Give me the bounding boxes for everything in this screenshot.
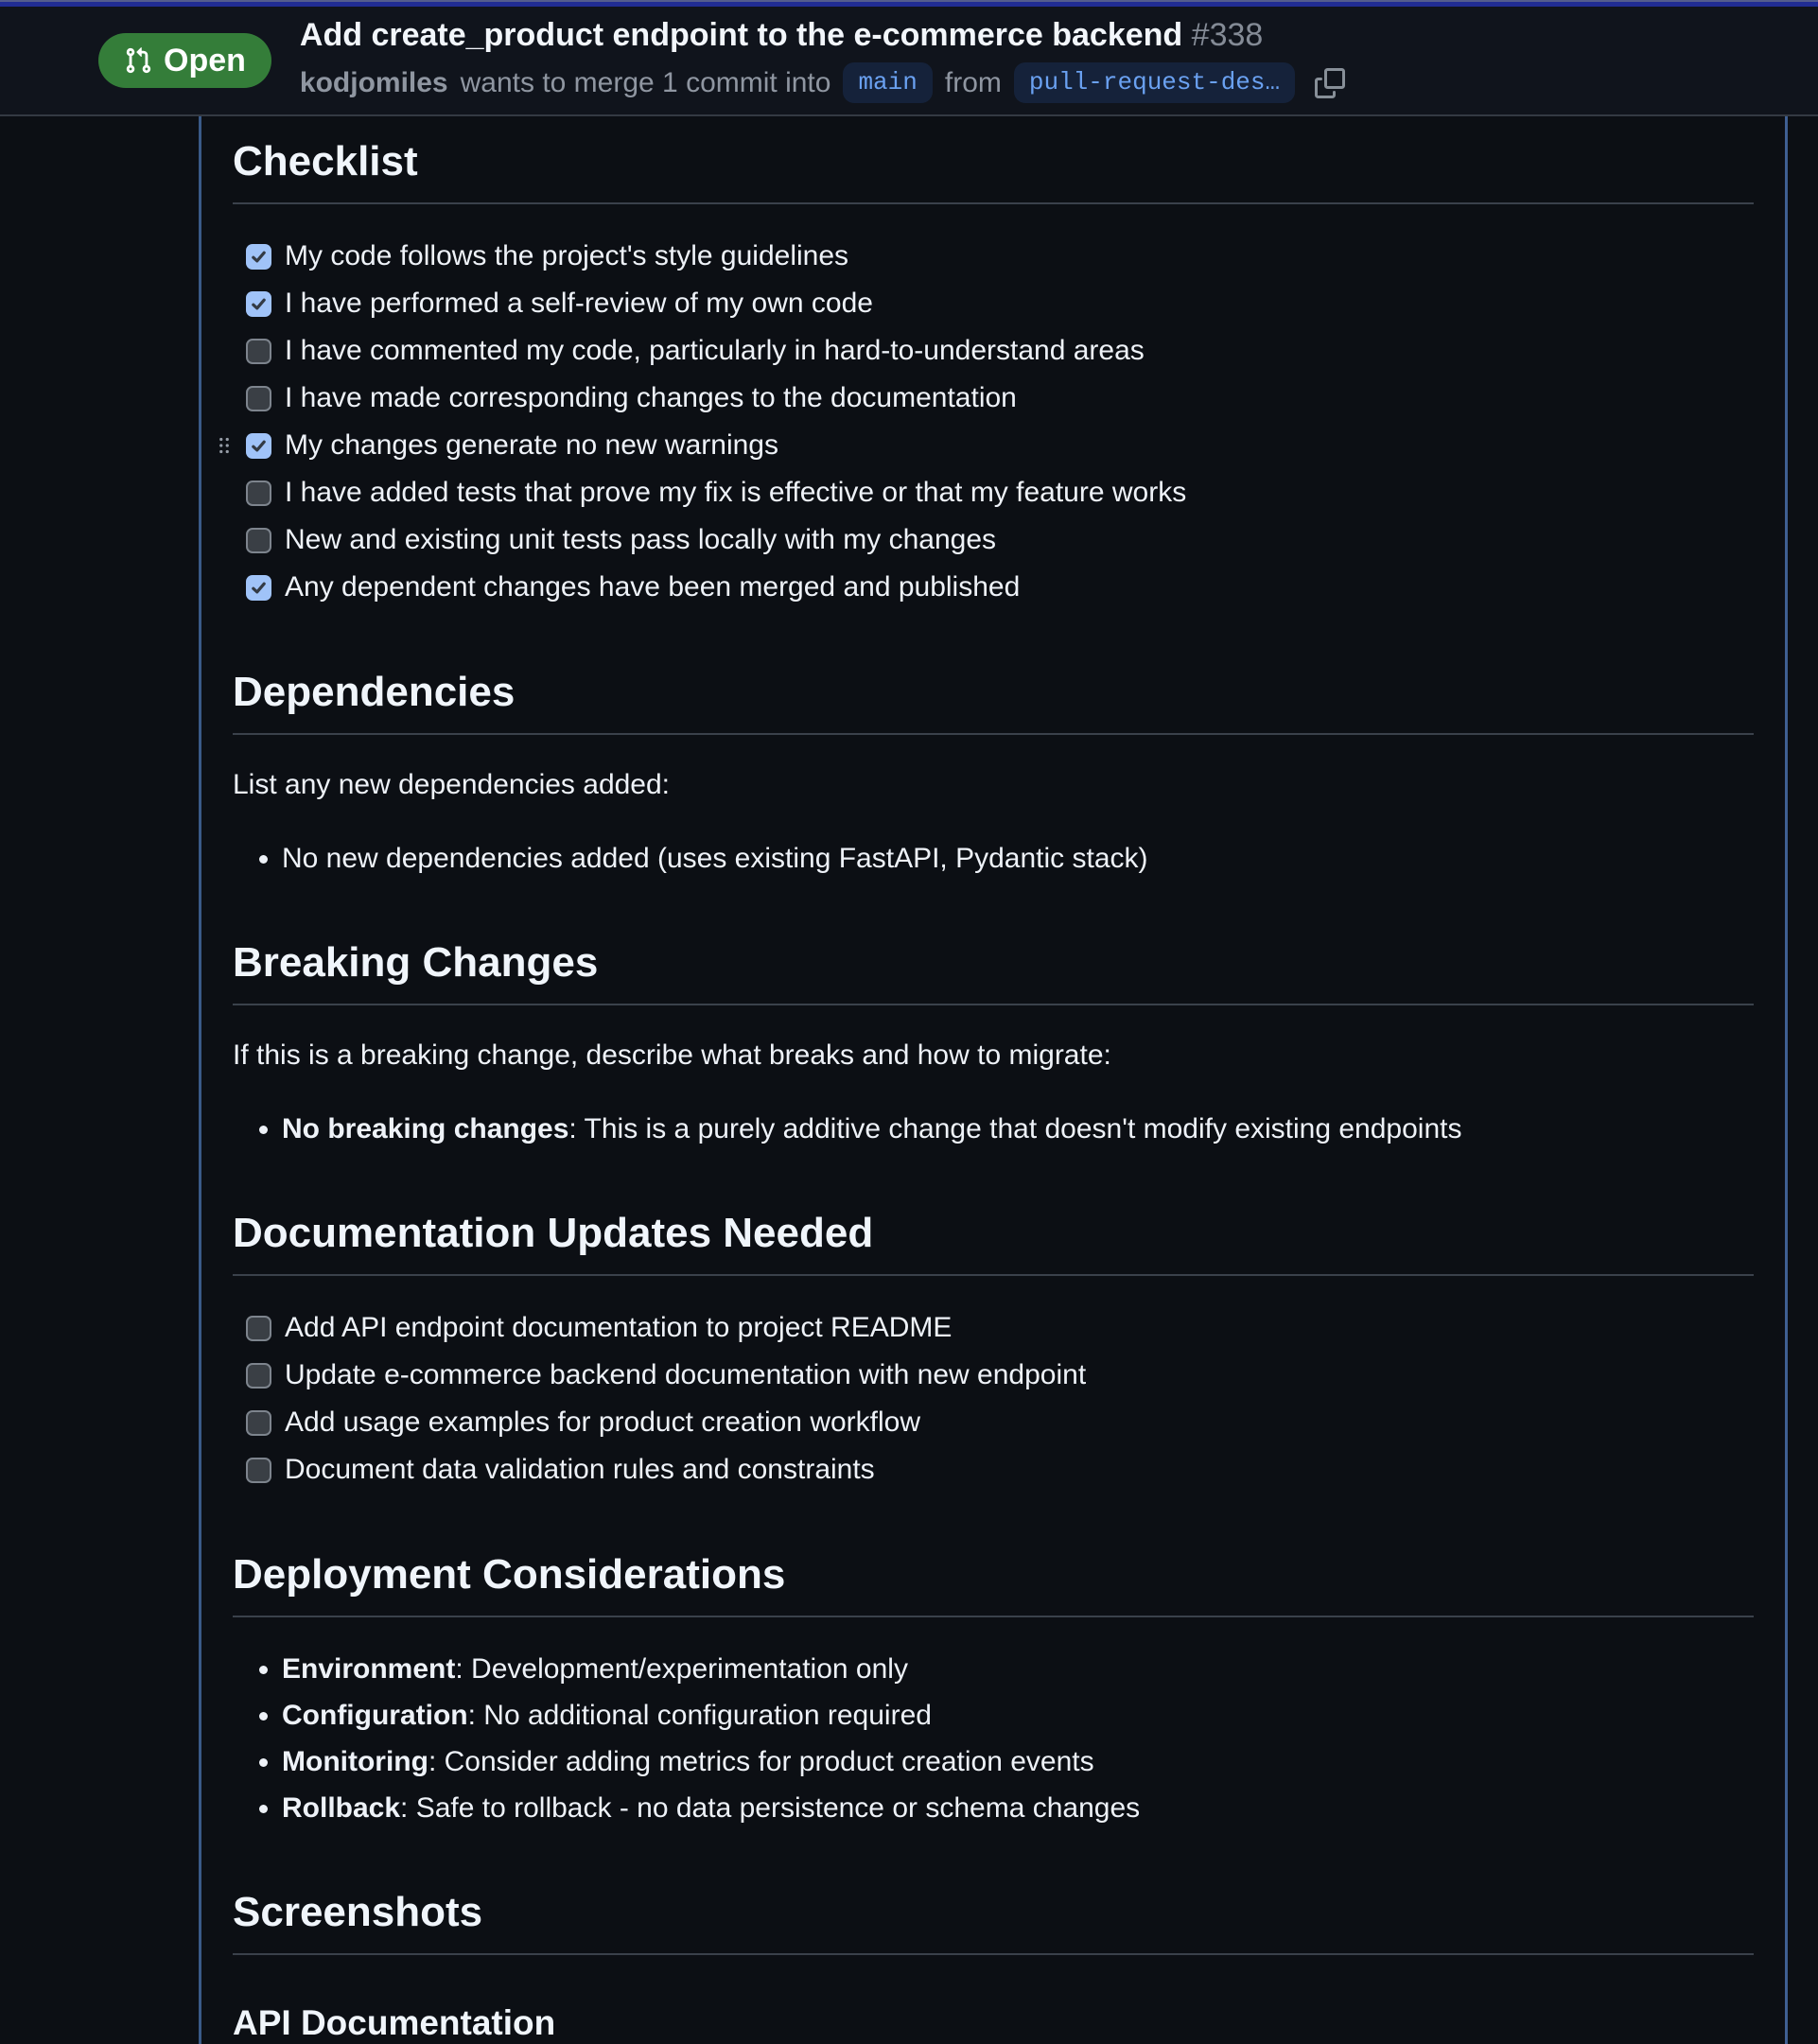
task-label: My code follows the project's style guidelines (285, 240, 849, 271)
task-label: I have made corresponding changes to the documentation (285, 382, 1017, 413)
task-checkbox[interactable] (246, 480, 271, 506)
pr-status-badge (98, 33, 271, 88)
list-item-text: : Development/experimentation only (455, 1653, 908, 1685)
section-heading-api-documentation: API Documentation (233, 2003, 556, 2042)
pr-from-text: from (944, 67, 1002, 99)
list-item-text: : Safe to rollback - no data persistence or schema changes (400, 1792, 1141, 1824)
pr-author[interactable]: kodjomiles (299, 67, 448, 99)
task-checkbox[interactable] (246, 1316, 271, 1341)
list-item-lead: Rollback (282, 1792, 401, 1824)
section-heading-documentation-updates: Documentation Updates Needed (233, 1207, 1754, 1276)
task-item (246, 1304, 1754, 1352)
task-checkbox[interactable] (246, 1410, 271, 1436)
task-checkbox[interactable] (246, 339, 271, 364)
task-item (246, 564, 1754, 611)
deployment-list (233, 1646, 1754, 1831)
task-checkbox[interactable] (246, 291, 271, 317)
dependencies-list (233, 835, 1754, 882)
list-item (282, 1785, 1754, 1831)
section-heading-checklist: Checklist (233, 135, 1754, 204)
checklist-task-list (233, 233, 1754, 611)
task-item (246, 1399, 1754, 1446)
task-label: Add API endpoint documentation to project README (285, 1312, 953, 1343)
list-item (282, 1738, 1754, 1785)
list-item-text: : No additional configuration required (467, 1700, 932, 1731)
git-pull-request-icon (124, 46, 152, 75)
task-label: I have performed a self-review of my own code (285, 288, 873, 319)
task-label: Document data validation rules and constraints (285, 1454, 875, 1485)
grabber-icon[interactable] (212, 433, 236, 458)
list-item (282, 1646, 1754, 1692)
task-item (246, 422, 1754, 469)
pr-status-label: Open (164, 42, 246, 79)
task-item (246, 233, 1754, 280)
task-item (246, 1446, 1754, 1494)
task-checkbox[interactable] (246, 1363, 271, 1389)
task-label: Update e-commerce backend documentation with new endpoint (285, 1359, 1087, 1390)
task-checkbox[interactable] (246, 528, 271, 553)
dependencies-intro: List any new dependencies added: (233, 769, 671, 800)
pr-subtitle (300, 62, 1345, 103)
task-label: My changes generate no new warnings (285, 429, 778, 461)
task-item (246, 327, 1754, 375)
pr-description-body (199, 116, 1788, 2044)
documentation-task-list (233, 1304, 1754, 1494)
task-label: I have commented my code, particularly in hard-to-understand areas (285, 335, 1145, 366)
pr-sticky-header (0, 7, 1818, 116)
pr-title (300, 18, 1345, 53)
task-label: Add usage examples for product creation workflow (285, 1406, 921, 1438)
base-branch-badge[interactable]: main (843, 62, 932, 103)
section-heading-screenshots: Screenshots (233, 1886, 1754, 1955)
list-item (282, 1106, 1754, 1152)
list-item-lead: Monitoring (282, 1746, 428, 1777)
section-heading-breaking-changes: Breaking Changes (233, 936, 1754, 1005)
pr-title-text: Add create_product endpoint to the e-commerce backend (299, 17, 1183, 53)
head-branch-badge[interactable]: pull-request-des… (1014, 62, 1295, 103)
list-item (282, 835, 1754, 882)
task-item (246, 375, 1754, 422)
copy-branch-button[interactable] (1315, 68, 1345, 98)
section-heading-dependencies: Dependencies (233, 666, 1754, 735)
task-checkbox[interactable] (246, 575, 271, 601)
task-label: I have added tests that prove my fix is effective or that my feature works (285, 477, 1187, 508)
pr-action-text: wants to merge 1 commit into (460, 67, 831, 99)
list-item-lead: Environment (282, 1653, 456, 1685)
list-item-text: : Consider adding metrics for product creation events (428, 1746, 1094, 1777)
list-item (282, 1692, 1754, 1738)
pr-number: #338 (1191, 17, 1264, 53)
list-item-text: No new dependencies added (uses existing FastAPI, Pydantic stack) (282, 843, 1148, 874)
list-item-lead: Configuration (282, 1700, 468, 1731)
task-label: Any dependent changes have been merged and published (285, 571, 1021, 603)
breaking-changes-intro: If this is a breaking change, describe what breaks and how to migrate: (233, 1039, 1111, 1071)
task-item (246, 1352, 1754, 1399)
task-label: New and existing unit tests pass locally with my changes (285, 524, 997, 555)
list-item-lead: No breaking changes (282, 1113, 569, 1144)
section-heading-deployment: Deployment Considerations (233, 1548, 1754, 1617)
task-item (246, 280, 1754, 327)
task-item (246, 469, 1754, 516)
top-accent-bar (0, 0, 1818, 7)
task-checkbox[interactable] (246, 386, 271, 411)
list-item-text: : This is a purely additive change that doesn't modify existing endpoints (568, 1113, 1462, 1144)
task-checkbox[interactable] (246, 433, 271, 459)
copy-icon (1315, 68, 1345, 98)
task-item (246, 516, 1754, 564)
task-checkbox[interactable] (246, 244, 271, 270)
breaking-changes-list (233, 1106, 1754, 1152)
task-checkbox[interactable] (246, 1458, 271, 1483)
